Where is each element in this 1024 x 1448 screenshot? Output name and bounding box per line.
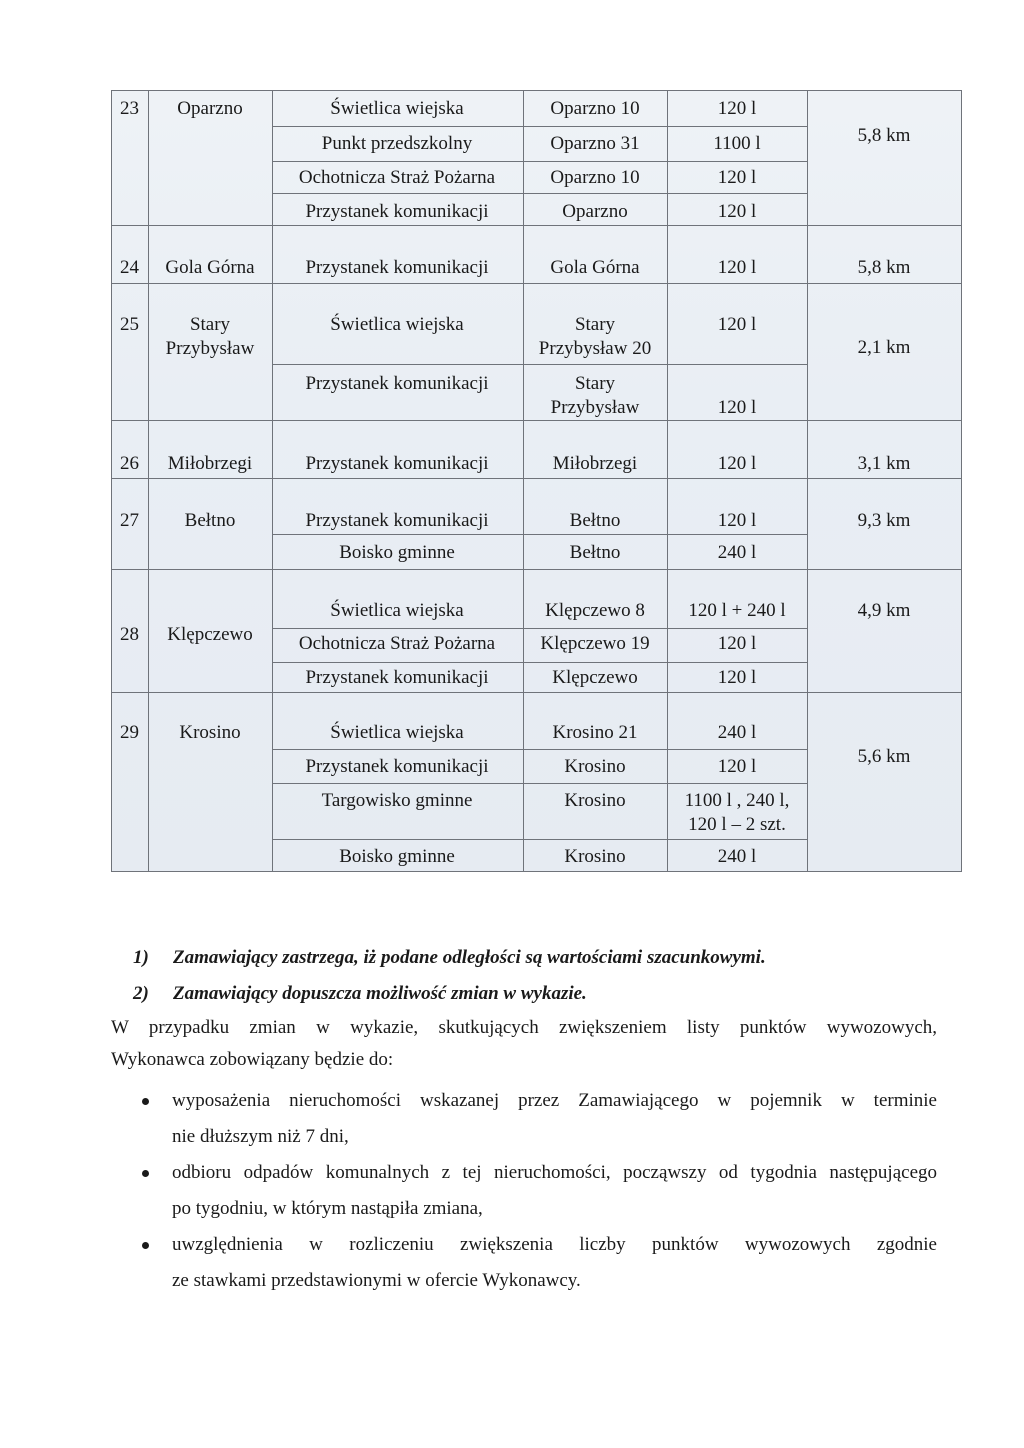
point-place: Świetlica wiejska — [330, 722, 464, 743]
table-border-left — [111, 90, 112, 872]
locality-name: Bełtno — [184, 510, 236, 531]
point-address: Bełtno — [569, 510, 621, 531]
point-place: Punkt przedszkolny — [321, 133, 473, 154]
point-address: Oparzno 10 — [550, 98, 640, 119]
row-number: 27 — [120, 510, 139, 531]
point-capacity: 120 l — [717, 201, 757, 222]
bullet-item — [172, 1083, 937, 1155]
point-address: Miłobrzegi — [552, 453, 638, 474]
point-place: Boisko gminne — [339, 542, 455, 563]
bullet-item — [172, 1155, 937, 1227]
point-place: Świetlica wiejska — [330, 98, 464, 119]
point-place: Przystanek komunikacji — [305, 257, 489, 278]
point-capacity-line2: 120 l – 2 szt. — [688, 814, 786, 835]
subrow-sep — [272, 161, 808, 162]
point-place: Przystanek komunikacji — [305, 667, 489, 688]
point-place: Przystanek komunikacji — [305, 201, 489, 222]
point-capacity: 120 l — [717, 397, 757, 418]
col-sep-2 — [272, 90, 273, 872]
row-sep-24-25 — [111, 283, 962, 284]
bullet-line-1: wyposażenia nieruchomości wskazanej przez Zamawiającego w pojemnik w terminie — [172, 1090, 937, 1111]
distance: 5,8 km — [857, 125, 911, 146]
point-capacity: 1100 l — [713, 133, 761, 154]
point-capacity: 120 l — [717, 510, 757, 531]
bullet-line-1: uwzględnienia w rozliczeniu zwiększenia liczby punktów wywozowych zgodnie — [172, 1234, 937, 1255]
row-number: 29 — [120, 722, 139, 743]
table-border-bottom — [111, 871, 962, 872]
row-number: 25 — [120, 314, 139, 335]
col-sep-1 — [148, 90, 149, 872]
note-1 — [133, 947, 766, 969]
col-sep-5 — [807, 90, 808, 872]
row-number: 28 — [120, 624, 139, 645]
distance: 2,1 km — [857, 337, 911, 358]
locality-name: Oparzno — [177, 98, 243, 119]
point-address-line1: Stary — [574, 373, 616, 394]
point-address: Krosino — [564, 846, 626, 867]
point-address: Klępczewo — [552, 667, 638, 688]
subrow-sep — [272, 749, 808, 750]
point-capacity: 120 l — [717, 756, 757, 777]
note-2 — [133, 983, 587, 1005]
locality-name-line2: Przybysław — [165, 338, 255, 359]
point-place: Przystanek komunikacji — [305, 510, 489, 531]
point-capacity: 120 l — [717, 257, 757, 278]
row-sep-27-28 — [111, 569, 962, 570]
obligations-intro-paragraph — [111, 1012, 937, 1076]
point-address: Bełtno — [569, 542, 621, 563]
subrow-sep — [272, 364, 808, 365]
point-address: Krosino — [564, 790, 626, 811]
point-capacity: 240 l — [717, 846, 757, 867]
row-sep-26-27 — [111, 478, 962, 479]
subrow-sep — [272, 534, 808, 535]
point-capacity: 120 l + 240 l — [688, 600, 786, 621]
distance: 5,8 km — [857, 257, 911, 278]
point-address: Oparzno — [562, 201, 628, 222]
point-place: Targowisko gminne — [321, 790, 473, 811]
point-capacity: 120 l — [717, 633, 757, 654]
subrow-sep — [272, 662, 808, 663]
point-capacity-line1: 1100 l , 240 l, — [684, 790, 790, 811]
distance: 5,6 km — [857, 746, 911, 767]
point-place: Przystanek komunikacji — [305, 756, 489, 777]
point-place: Przystanek komunikacji — [305, 373, 489, 394]
subrow-sep — [272, 783, 808, 784]
row-sep-23-24 — [111, 225, 962, 226]
point-address: Krosino 21 — [552, 722, 638, 743]
bullet-dot-icon — [142, 1170, 149, 1177]
point-place: Świetlica wiejska — [330, 600, 464, 621]
point-place: Przystanek komunikacji — [305, 453, 489, 474]
note-text: Zamawiający zastrzega, iż podane odległości są wartościami szacunkowymi. — [173, 947, 766, 968]
locality-name: Miłobrzegi — [167, 453, 253, 474]
paragraph-line-2: Wykonawca zobowiązany będzie do: — [111, 1049, 394, 1070]
bullet-item — [172, 1227, 937, 1299]
distance: 9,3 km — [857, 510, 911, 531]
table-border-right — [961, 90, 962, 872]
subrow-sep — [272, 839, 808, 840]
point-address: Gola Górna — [550, 257, 640, 278]
distance: 3,1 km — [857, 453, 911, 474]
collection-points-table — [111, 90, 962, 872]
point-capacity: 120 l — [717, 667, 757, 688]
row-number: 24 — [120, 257, 139, 278]
point-capacity: 120 l — [717, 453, 757, 474]
row-number: 26 — [120, 453, 139, 474]
locality-name: Krosino — [179, 722, 241, 743]
bullet-line-2: ze stawkami przedstawionymi w ofercie Wykonawcy. — [172, 1270, 581, 1291]
point-place: Ochotnicza Straż Pożarna — [298, 633, 496, 654]
paragraph-line-1: W przypadku zmian w wykazie, skutkujących zwiększeniem listy punktów wywozowych, — [111, 1017, 937, 1038]
note-text: Zamawiający dopuszcza możliwość zmian w wykazie. — [173, 983, 587, 1004]
point-address: Oparzno 31 — [550, 133, 640, 154]
subrow-sep — [272, 126, 808, 127]
point-place: Ochotnicza Straż Pożarna — [298, 167, 496, 188]
locality-name: Gola Górna — [165, 257, 255, 278]
point-address: Klępczewo 19 — [540, 633, 650, 654]
bullet-line-2: nie dłuższym niż 7 dni, — [172, 1126, 349, 1147]
subrow-sep — [272, 193, 808, 194]
point-capacity: 120 l — [717, 98, 757, 119]
point-address: Klępczewo 8 — [545, 600, 645, 621]
point-address: Krosino — [564, 756, 626, 777]
point-address-line1: Stary — [574, 314, 616, 335]
point-address: Oparzno 10 — [550, 167, 640, 188]
distance: 4,9 km — [857, 600, 911, 621]
point-place: Boisko gminne — [339, 846, 455, 867]
subrow-sep — [272, 628, 808, 629]
locality-name: Klępczewo — [167, 624, 253, 645]
point-address-line2: Przybysław 20 — [538, 338, 652, 359]
point-capacity: 240 l — [717, 722, 757, 743]
locality-name-line1: Stary — [189, 314, 231, 335]
note-number: 1) — [133, 947, 149, 968]
bullet-dot-icon — [142, 1242, 149, 1249]
point-address-line2: Przybysław — [550, 397, 640, 418]
table-border-top — [111, 90, 962, 91]
col-sep-4 — [667, 90, 668, 872]
row-sep-25-26 — [111, 420, 962, 421]
bullet-line-2: po tygodniu, w którym nastąpiła zmiana, — [172, 1198, 483, 1219]
bullet-line-1: odbioru odpadów komunalnych z tej nieruchomości, począwszy od tygodnia następującego — [172, 1162, 937, 1183]
point-capacity: 240 l — [717, 542, 757, 563]
point-place: Świetlica wiejska — [330, 314, 464, 335]
bullet-dot-icon — [142, 1098, 149, 1105]
note-number: 2) — [133, 983, 149, 1004]
point-capacity: 120 l — [717, 167, 757, 188]
row-number: 23 — [120, 98, 139, 119]
col-sep-3 — [523, 90, 524, 872]
row-sep-28-29 — [111, 692, 962, 693]
point-capacity: 120 l — [717, 314, 757, 335]
